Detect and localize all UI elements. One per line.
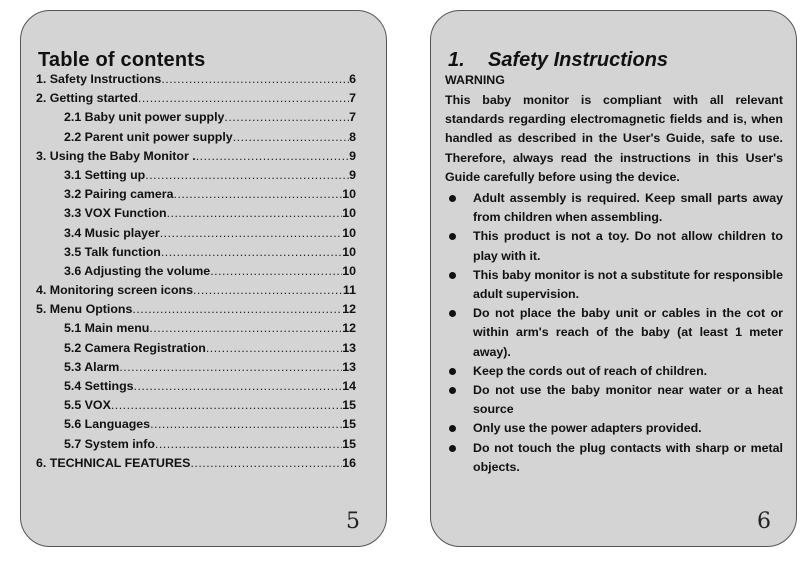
toc-entry-page: 10 bbox=[342, 244, 356, 259]
toc-entry bbox=[36, 302, 356, 321]
right-page-number: 6 bbox=[757, 509, 771, 534]
toc-entry-page: 15 bbox=[342, 398, 356, 413]
toc-entry-page: 10 bbox=[342, 187, 356, 202]
toc-dot-leader bbox=[132, 302, 342, 316]
toc-entry-label: 5.4 Settings bbox=[64, 379, 134, 393]
safety-bullet bbox=[445, 266, 783, 304]
toc-entry-label: 2.2 Parent unit power supply bbox=[64, 129, 233, 144]
safety-bullet-text: This baby monitor is not a substitute for responsible adult supervision. bbox=[473, 267, 783, 302]
toc-dot-leader bbox=[134, 379, 343, 393]
toc-entry bbox=[36, 437, 356, 456]
toc-entry-page: 9 bbox=[349, 167, 356, 182]
section-title bbox=[448, 49, 668, 72]
toc-entry bbox=[36, 110, 356, 129]
left-page bbox=[20, 10, 387, 547]
toc-dot-leader bbox=[119, 360, 342, 374]
toc-entry-page: 10 bbox=[342, 206, 356, 221]
toc-entry-label: 5.3 Alarm bbox=[64, 359, 120, 374]
safety-bullet bbox=[445, 189, 783, 227]
toc-entry-page: 7 bbox=[349, 91, 356, 106]
toc-dot-leader bbox=[190, 456, 342, 470]
toc-entry bbox=[36, 341, 356, 360]
toc-entry bbox=[36, 379, 356, 398]
bullet-dot-icon bbox=[449, 195, 456, 202]
toc-entry-label: 3.6 Adjusting the volume bbox=[64, 263, 211, 278]
toc-entry-page: 7 bbox=[349, 110, 356, 125]
toc-entry bbox=[36, 91, 356, 110]
toc-entry-page: 12 bbox=[342, 321, 356, 336]
section-title-text: Safety Instructions bbox=[488, 49, 669, 71]
safety-bullet-text: This product is not a toy. Do not allow children to play with it. bbox=[473, 229, 783, 263]
safety-bullet bbox=[445, 227, 783, 265]
toc-list bbox=[36, 72, 356, 475]
toc-entry-label: 1. Safety Instructions bbox=[36, 72, 162, 86]
toc-entry-label: 2.1 Baby unit power supply bbox=[64, 110, 225, 125]
toc-entry bbox=[36, 206, 356, 225]
toc-entry-label: 5. Menu Options bbox=[36, 302, 133, 317]
safety-bullet bbox=[445, 381, 783, 419]
bullet-dot-icon bbox=[449, 425, 456, 432]
toc-entry-label: 6. TECHNICAL FEATURES bbox=[36, 455, 191, 470]
toc-entry bbox=[36, 398, 356, 417]
section-number: 1. bbox=[448, 49, 465, 71]
intro-paragraph: This baby monitor is compliant with all relevant standards regarding electromagnetic fields and is, when handled as described in the User's Guide, safe to use. Therefore, always read the instructions in this User's Guide carefully before using the device. bbox=[445, 93, 783, 184]
bullet-dot-icon bbox=[449, 233, 456, 240]
toc-entry-page: 16 bbox=[342, 455, 356, 470]
toc-dot-leader bbox=[167, 206, 343, 220]
toc-dot-leader bbox=[155, 437, 342, 451]
toc-entry bbox=[36, 149, 356, 168]
bullet-dot-icon bbox=[449, 445, 456, 452]
toc-entry-page: 12 bbox=[342, 302, 356, 317]
toc-dot-leader bbox=[149, 321, 342, 335]
toc-entry bbox=[36, 321, 356, 340]
bullet-dot-icon bbox=[449, 387, 456, 394]
safety-bullet-text: Adult assembly is required. Keep small parts away from children when assembling. bbox=[473, 191, 783, 225]
toc-entry-label: 5.2 Camera Registration bbox=[64, 340, 206, 355]
toc-entry-page: 14 bbox=[342, 379, 356, 393]
bullet-dot-icon bbox=[449, 368, 456, 375]
safety-bullet bbox=[445, 419, 783, 438]
toc-entry-page: 15 bbox=[342, 436, 356, 451]
safety-bullet-text: Do not touch the plug contacts with sharp or metal objects. bbox=[473, 440, 783, 474]
toc-dot-leader bbox=[150, 417, 342, 431]
safety-bullet bbox=[445, 439, 783, 477]
toc-entry-label: 3.4 Music player bbox=[64, 225, 160, 240]
toc-entry bbox=[36, 130, 356, 149]
toc-dot-leader bbox=[193, 283, 343, 297]
toc-dot-leader bbox=[206, 341, 342, 355]
toc-entry bbox=[36, 72, 356, 91]
toc-entry-label: 5.1 Main menu bbox=[64, 321, 150, 336]
warning-label: WARNING bbox=[445, 73, 505, 87]
toc-dot-leader bbox=[161, 72, 349, 86]
safety-bullet-text: Do not use the baby monitor near water or a heat source bbox=[473, 383, 783, 417]
toc-entry bbox=[36, 360, 356, 379]
safety-bullet bbox=[445, 304, 783, 362]
safety-bullet-text: Keep the cords out of reach of children. bbox=[473, 363, 708, 378]
toc-entry-label: 5.6 Languages bbox=[64, 417, 151, 432]
toc-entry bbox=[36, 283, 356, 302]
toc-entry-page: 8 bbox=[349, 129, 356, 144]
safety-bullet-text: Only use the power adapters provided. bbox=[473, 421, 702, 436]
toc-dot-leader bbox=[196, 149, 349, 163]
toc-entry bbox=[36, 417, 356, 436]
toc-dot-leader bbox=[233, 130, 349, 144]
bullet-dot-icon bbox=[449, 310, 456, 317]
toc-entry-label: 3.1 Setting up bbox=[64, 167, 146, 182]
toc-dot-leader bbox=[138, 91, 349, 105]
toc-dot-leader bbox=[224, 110, 349, 124]
toc-entry-label: 2. Getting started bbox=[36, 91, 138, 106]
toc-entry-page: 11 bbox=[342, 283, 356, 298]
safety-bullet bbox=[445, 362, 783, 381]
bullet-dot-icon bbox=[449, 272, 456, 279]
toc-entry-page: 9 bbox=[349, 148, 356, 163]
toc-entry bbox=[36, 168, 356, 187]
toc-title: Table of contents bbox=[38, 49, 206, 71]
toc-entry bbox=[36, 226, 356, 245]
toc-entry-page: 10 bbox=[342, 225, 356, 240]
toc-entry bbox=[36, 187, 356, 206]
toc-dot-leader bbox=[210, 264, 342, 278]
toc-entry bbox=[36, 456, 356, 475]
toc-entry-label: 5.5 VOX bbox=[64, 398, 111, 413]
toc-entry-label: 3.5 Talk function bbox=[64, 244, 161, 259]
left-page-number: 5 bbox=[346, 509, 360, 534]
toc-entry-page: 15 bbox=[342, 417, 356, 432]
toc-dot-leader bbox=[111, 398, 342, 412]
toc-entry-label: 3.3 VOX Function bbox=[64, 206, 167, 221]
toc-entry-label: 3. Using the Baby Monitor . bbox=[36, 148, 196, 163]
toc-entry-page: 6 bbox=[349, 72, 356, 86]
toc-dot-leader bbox=[160, 226, 342, 240]
toc-entry bbox=[36, 264, 356, 283]
toc-dot-leader bbox=[161, 245, 342, 259]
toc-entry-label: 5.7 System info bbox=[64, 436, 155, 451]
toc-entry-page: 10 bbox=[342, 263, 356, 278]
toc-entry-label: 4. Monitoring screen icons bbox=[36, 283, 193, 298]
toc-entry-page: 13 bbox=[342, 340, 356, 355]
right-page bbox=[430, 10, 797, 547]
toc-dot-leader bbox=[145, 168, 349, 182]
safety-bullet-list bbox=[445, 189, 783, 477]
toc-entry-page: 13 bbox=[342, 359, 356, 374]
toc-entry bbox=[36, 245, 356, 264]
safety-bullet-text: Do not place the baby unit or cables in the cot or within arm's reach of the baby (at least 1 meter away). bbox=[473, 306, 783, 359]
toc-entry-label: 3.2 Pairing camera bbox=[64, 187, 174, 202]
toc-dot-leader bbox=[174, 187, 343, 201]
